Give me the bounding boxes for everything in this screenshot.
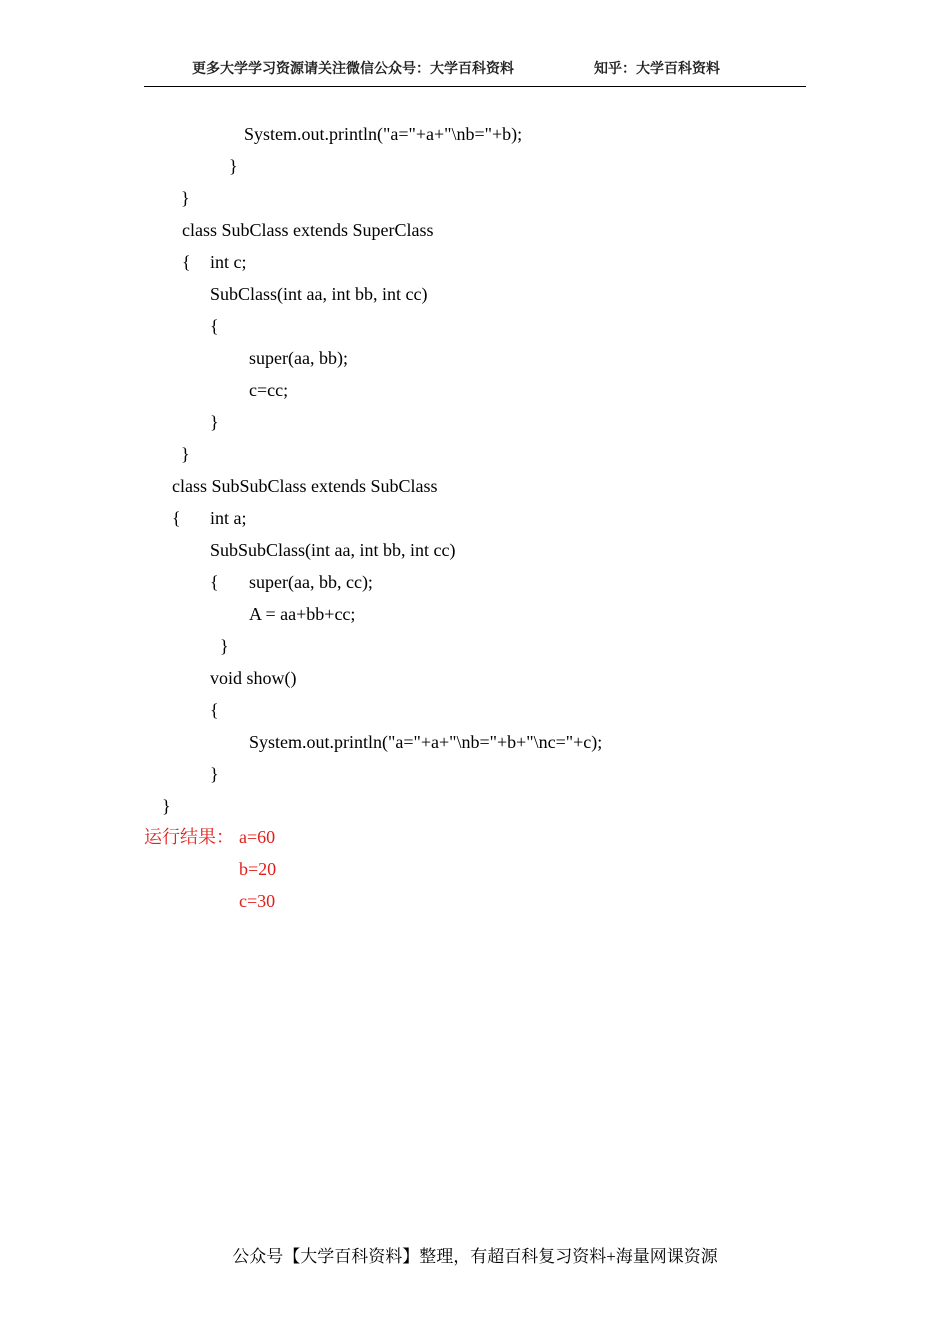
code-line: A = aa+bb+cc; [249, 604, 356, 624]
code-line: SubClass(int aa, int bb, int cc) [210, 284, 428, 304]
code-line: } [210, 764, 219, 784]
result-line: c=30 [239, 891, 276, 911]
code-line: class SubClass extends SuperClass [182, 220, 434, 240]
code-line: { [210, 700, 219, 720]
result-label: 运行结果： [144, 827, 234, 847]
header-right-text: 知乎：大学百科资料 [594, 62, 720, 77]
code-line: } [210, 412, 219, 432]
code-line: } [181, 188, 190, 208]
code-line: int a; [210, 508, 247, 528]
code-line: class SubSubClass extends SubClass [172, 476, 438, 496]
code-line: int c; [210, 252, 247, 272]
code-line: SubSubClass(int aa, int bb, int cc) [210, 540, 456, 560]
code-line: { [182, 252, 191, 272]
header-divider [144, 86, 806, 87]
code-line: System.out.println("a="+a+"\nb="+b+"\nc="+c); [249, 732, 603, 752]
code-line: } [229, 156, 238, 176]
code-line: { [210, 316, 219, 336]
header-left-text: 更多大学学习资源请关注微信公众号：大学百科资料 [192, 62, 514, 77]
code-line: } [162, 796, 171, 816]
code-line: { [172, 508, 181, 528]
footer-text: 公众号【大学百科资料】整理，有超百科复习资料+海量网课资源 [232, 1247, 718, 1266]
code-line: super(aa, bb); [249, 348, 348, 368]
code-line: void show() [210, 668, 297, 688]
code-line: } [181, 444, 190, 464]
code-line: { [210, 572, 219, 592]
code-line: } [220, 636, 229, 656]
code-line: super(aa, bb, cc); [249, 572, 373, 592]
code-line: c=cc; [249, 380, 289, 400]
result-line: b=20 [239, 859, 277, 879]
code-line: System.out.println("a="+a+"\nb="+b); [244, 124, 523, 144]
result-line: a=60 [239, 827, 276, 847]
